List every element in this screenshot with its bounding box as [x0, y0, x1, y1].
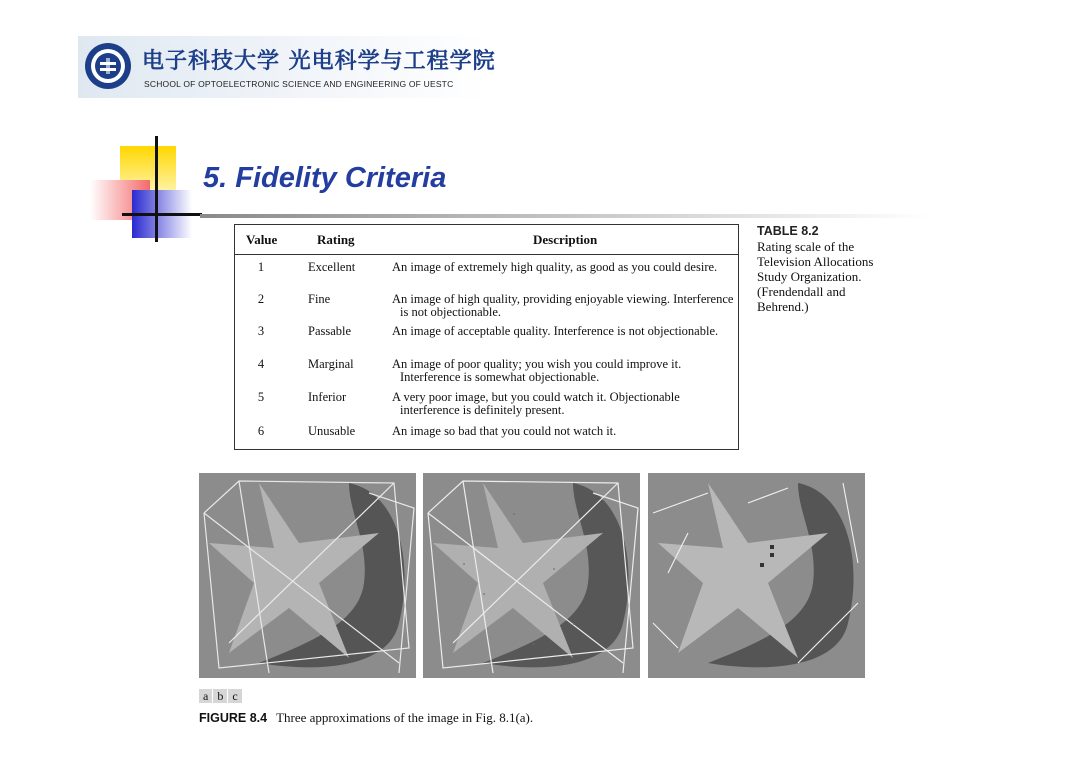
figure-panel-b [423, 473, 640, 678]
row-description: An image of poor quality; you wish you could improve it. Interference is somewhat objectionable. [392, 357, 682, 384]
table-header [235, 225, 738, 255]
table-caption-text: Rating scale of the Television Allocations Study Organization. (Frendendall and Behrend.) [757, 239, 874, 314]
university-logo-icon [84, 42, 132, 90]
figure-caption-text: Three approximations of the image in Fig. 8.1(a). [276, 710, 534, 725]
row-value: 6 [257, 424, 265, 438]
row-rating: Passable [308, 324, 352, 338]
row-rating: Fine [308, 292, 331, 306]
table-caption-label: TABLE 8.2 [757, 224, 819, 238]
title-underline [200, 214, 930, 218]
sub-label-b: b [213, 689, 227, 703]
figure-caption [199, 710, 533, 726]
slide-title: 5. Fidelity Criteria [203, 162, 447, 194]
row-description: A very poor image, but you could watch it. Objectionable interference is definitely present. [392, 390, 680, 417]
row-value: 2 [257, 292, 265, 306]
row-value: 5 [257, 390, 265, 404]
row-rating: Marginal [308, 357, 354, 371]
header-rating: Rating [317, 232, 355, 247]
row-description: An image so bad that you could not watch it. [392, 424, 617, 438]
star-image-a [199, 473, 416, 678]
star-image-b [423, 473, 640, 678]
decor-horizontal-line [122, 213, 202, 216]
star-image-c [648, 473, 865, 678]
row-description: An image of acceptable quality. Interference is not objectionable. [392, 324, 719, 338]
row-description: An image of extremely high quality, as good as you could desire. [392, 260, 718, 274]
figure-panel-a [199, 473, 416, 678]
row-rating: Inferior [308, 390, 347, 404]
school-name-chinese: 电子科技大学 光电科学与工程学院 [142, 48, 496, 74]
sub-label-c: c [228, 689, 241, 703]
row-value: 4 [257, 357, 265, 371]
row-description: An image of high quality, providing enjoyable viewing. Interference is not objectionable. [392, 292, 734, 319]
school-name-english: SCHOOL OF OPTOELECTRONIC SCIENCE AND ENGINEERING OF UESTC [144, 79, 454, 89]
table-caption [757, 224, 877, 314]
sub-label-a: a [199, 689, 212, 703]
header-value: Value [246, 232, 278, 247]
row-rating: Unusable [308, 424, 356, 438]
figure-panel-c [648, 473, 865, 678]
figure-sub-labels [199, 689, 242, 703]
header-description: Description [533, 232, 598, 247]
row-rating: Excellent [308, 260, 356, 274]
row-value: 3 [257, 324, 265, 338]
school-banner [78, 36, 496, 98]
rating-table [234, 224, 739, 450]
decor-vertical-line [155, 136, 158, 242]
row-value: 1 [257, 260, 265, 274]
figure-caption-label: FIGURE 8.4 [199, 711, 268, 725]
